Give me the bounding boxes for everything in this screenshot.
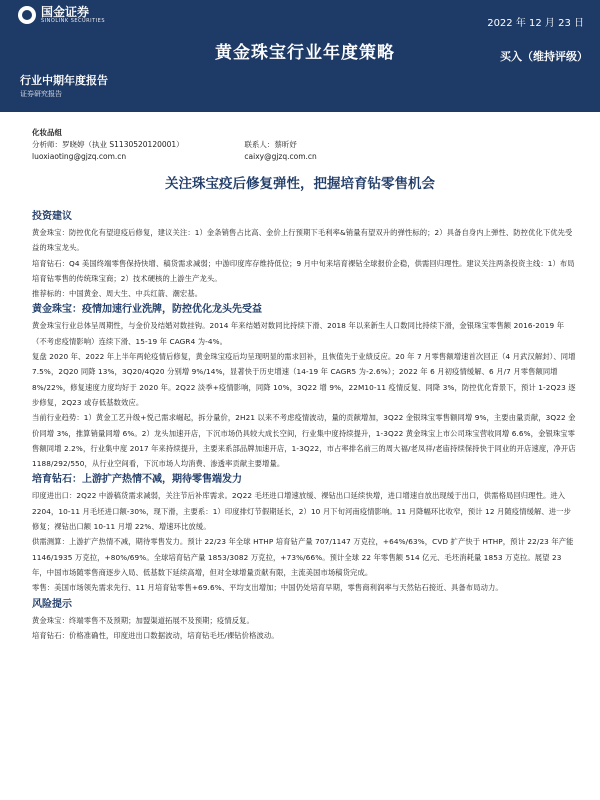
- report-type: 行业中期年度报告: [20, 74, 108, 87]
- report-date: 2022 年 12 月 23 日: [487, 18, 584, 29]
- author-info: [32, 127, 572, 163]
- report-title: 黄金珠宝行业年度策略: [215, 43, 395, 63]
- report-headline: 关注珠宝疫后修复弹性，把握培育钻零售机会: [165, 176, 435, 192]
- analyst-email: luoxiaoting@gjzq.com.cn: [32, 152, 127, 161]
- logo-subtext: SINOLINK SECURITIES: [41, 18, 105, 24]
- paragraph: 培育钻石：Q4 美国终端零售保持快增、稿货需求减弱；中游印度库存维持低位；9 月中旬来培育裸钻全球报价企稳，供需回归理性。建议关注两条投资主线：1）布局培育钻零售的传统珠宝商；2）技术硬核的上游生产龙头。: [32, 258, 575, 283]
- section-heading-risk: 风险提示: [32, 598, 72, 610]
- rating-label: 买入（维持评级）: [500, 50, 588, 63]
- paragraph: 推荐标的：中国黄金、周大生、中兵红箭、潮宏基。: [32, 289, 203, 299]
- paragraph: 印度进出口：2Q22 中游稿货需求减弱，关注节后补库需求。2Q22 毛坯进口增速放缓、裸钻出口延续快增，进口增速自放出现缓于出口，供需格局回归理性。进入 2204，10-11 月毛坯进口额-30%，现下滑，主要系：1）印度排灯节假期延长，2）10 月下旬河南疫情影响。11 月降幅环比收窄，预计 12 月随疫情缓解、进一步修复；裸钻出口额 10-11 月增 22%、增速环比放缓。: [32, 491, 571, 532]
- sector-name: 化妆品组: [32, 128, 62, 137]
- logo-icon: [18, 6, 36, 24]
- section-heading-gold: 黄金珠宝：疫情加速行业洗牌，防控优化龙头先受益: [32, 304, 262, 316]
- paragraph: 当前行业趋势：1）黄金工艺升级+悦己需求崛起，拆分量价，2H21 以来不考虑疫情波动，量的贡献增加，3Q22 金银珠宝零售额同增 9%，主要由量贡献，3Q22 金价同增 3%，推算销量同增 6%。2）龙头加速开店，下沉市场仍具较大成长空间，行业集中度持续提升，1-3Q22 黄金珠宝上市公司珠宝营收同增 6.6%，金银珠宝零售额同增 2.2%，行业集中度 2017 年来持续提升，主要来系部品牌加速开店，1-3Q22，市占率排名前三的周大福/老凤祥/老庙持续保持快于同业的开店速度，净开店 1188/292/550，从行业空间看，下沉市场人均消费、渗透率贡献主要增量。: [32, 413, 576, 469]
- paragraph: 黄金珠宝：防控优化有望迎疫后修复，建议关注：1）金条销售占比高、金价上行预期下毛利率&销量有望双升的弹性标的；2）具备自身内上弹性、防控优化下优先受益的珠宝龙头。: [32, 228, 573, 253]
- section-heading-investment: 投资建议: [32, 211, 72, 222]
- report-body: [32, 208, 577, 643]
- contact-email: caixy@gjzq.com.cn: [244, 152, 317, 161]
- company-logo: [18, 6, 105, 24]
- contact-name: 联系人：蔡昕妤: [244, 140, 297, 149]
- section-heading-diamond: 培育钻石：上游扩产热情不减，期待零售端发力: [32, 474, 242, 486]
- report-subtype: 证券研究报告: [20, 90, 62, 98]
- logo-text: 国金证券: [41, 5, 90, 19]
- paragraph: 培育钻石：价格准确性，印度进出口数据波动，培育钻毛坯/裸钻价格波动。: [32, 630, 279, 640]
- paragraph: 供需测算：上游扩产热情不减，期待零售发力。预计 22/23 年全球 HTHP 培育钻产量 707/1147 万克拉，+64%/63%，CVD 扩产快于 HTHP，预计 22/23 年产能 1146/1935 万克拉，+80%/69%。全球培育钻产量 1853/3082 万克拉，+73%/66%。预计全球 22 年零售额 514 亿元、毛坯消耗量 1853 万克拉。展望 23 年，中国市场随零售商逐步入局、低基数下延续高增，但对全球增量贡献有限，主流美国市场稿货完成。: [32, 537, 574, 577]
- paragraph: 零售：美国市场领先需求先行、11 月培育钻零售+69.6%、平均支出增加；中国仍处培育早期，零售商利润率与天然钻石接近、具备布局动力。: [32, 583, 503, 593]
- header-banner: [0, 0, 600, 112]
- paragraph: 黄金珠宝：终端零售不及预期；加盟渠道拓展不及预期；疫情反复。: [32, 615, 254, 625]
- analyst-name: 分析师：罗晓婷（执业 S1130520120001）: [32, 140, 184, 149]
- paragraph: 复盘 2020 年、2022 年上半年两轮疫情后修复，黄金珠宝疫后均呈现明显的需求回补，且恢值先于业绩反应。20 年 7 月零售额增速首次回正（4 月武汉解封）、同增 7.5%，2Q20 同降 13%，3Q20/4Q20 分别增 9%/14%，显著快于历史增速（14-19 年 CAGR5 为-2.6%）；2022 年 6 月初疫情缓解、6 月/7 月零售额同增 8%/22%，修复速度力度均好于 2020 年。2Q22 淡季+疫情影响，同降 10%，3Q22 增 9%，22M10-11 疫情反复、同降 3%，防控优化背景下，预计 1-2Q23 逐步修复，2Q23 或存低基数效应。: [32, 352, 576, 407]
- paragraph: 黄金珠宝行业总体呈周期性，与金价及结婚对数挂钩。2014 年来结婚对数同比持续下滑、2018 年以来新生人口数同比持续下滑，金银珠宝零售额 2016-2019 年（不考虑疫情影响）连续下滑、15-19 年 CAGR4 为-4%。: [32, 321, 565, 346]
